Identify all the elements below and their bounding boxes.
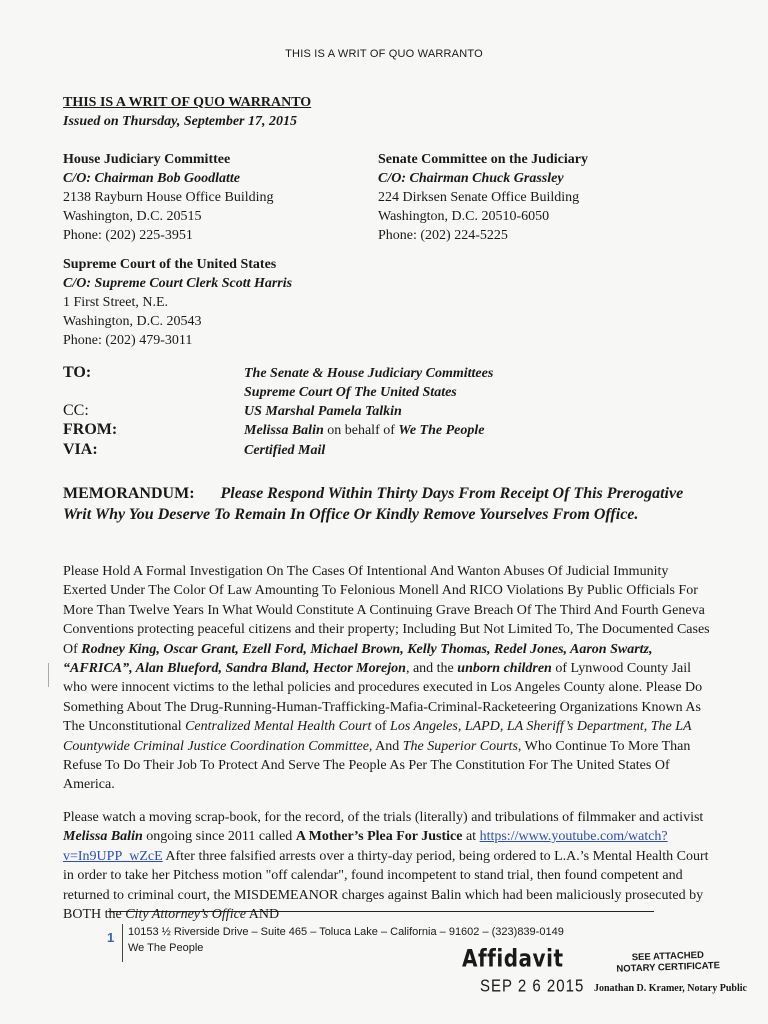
emphasized-text: Melissa Balin xyxy=(63,829,143,845)
supreme-court-name: Supreme Court of the United States xyxy=(63,257,277,272)
footer-org: We The People xyxy=(128,942,204,954)
from-name: Melissa Balin xyxy=(244,423,324,438)
from-label: FROM: xyxy=(63,421,118,438)
margin-mark xyxy=(48,663,49,687)
emphasized-text: unborn children xyxy=(457,661,552,677)
supreme-court-address xyxy=(63,255,292,350)
senate-committee-name: Senate Committee on the Judiciary xyxy=(378,152,588,167)
from-group: We The People xyxy=(398,423,485,438)
court-phone: Phone: (202) 479-3011 xyxy=(63,333,193,348)
house-committee-name: House Judiciary Committee xyxy=(63,152,231,167)
to-recipient-2: Supreme Court Of The United States xyxy=(244,385,457,400)
see-attached-text: SEE ATTACHED xyxy=(631,949,705,964)
footer-rule xyxy=(108,911,654,912)
body-text: Please Hold A Formal Investigation On The Cases Of Intentional And Wanton Abuses Of Judicial Immunity Exerted Under The Color Of Law Amounting To Felonious Monell And RICO Violations By Public Officials For More Than Twelve Years In What Would Constitute A Continuing Grave Breach Of The Third And Fourth Geneva Conventions protecting peaceful citizens and their property; Including But Not Limited To, The Documented Cases Of xyxy=(63,564,710,657)
cc-label: CC: xyxy=(63,402,89,419)
body-text: After three falsified arrests over a thirty-day period, being ordered to L.A.’s Mental Health Court in order to take her Pitchess motion "off calendar", found incompetent to stand trial, then found competent and returned to criminal court, the MISDEMEANOR charges against Balin which had been maliciously prosecuted by BOTH the xyxy=(63,848,709,923)
issue-date: Issued on Thursday, September 17, 2015 xyxy=(63,114,298,129)
to-recipient-1: The Senate & House Judiciary Committees xyxy=(244,366,494,381)
via-value: Certified Mail xyxy=(244,443,326,458)
affidavit-stamp: Affidavit xyxy=(462,943,564,973)
page-number: 1 xyxy=(107,930,115,945)
house-committee-chair: C/O: Chairman Bob Goodlatte xyxy=(63,171,240,186)
house-phone: Phone: (202) 225-3951 xyxy=(63,228,193,243)
senate-committee-chair: C/O: Chairman Chuck Grassley xyxy=(378,171,564,186)
body-text: AND xyxy=(246,907,280,923)
footer-address: 10153 ½ Riverside Drive – Suite 465 – Toluca Lake – California – 91602 – (323)839-0149 xyxy=(128,926,564,938)
house-address-line2: Washington, D.C. 20515 xyxy=(63,209,202,224)
senate-address-line1: 224 Dirksen Senate Office Building xyxy=(378,190,580,205)
via-label: VIA: xyxy=(63,441,98,458)
court-address-line2: Washington, D.C. 20543 xyxy=(63,314,202,329)
house-committee-address xyxy=(63,150,274,245)
house-address-line1: 2138 Rayburn House Office Building xyxy=(63,190,274,205)
body-text: , Who Continue To More Than Refuse To Do Their Job To Protect And Serve The People As Per The Constitution For The United States Of America. xyxy=(63,738,691,793)
video-link[interactable]: https://www.youtube.com/watch?v=In9UPP_wZcE xyxy=(63,829,668,864)
italic-text: The Superior Courts xyxy=(402,738,518,754)
running-header: THIS IS A WRIT OF QUO WARRANTO xyxy=(285,48,483,60)
body-text: at xyxy=(462,829,480,845)
bold-text: A Mother’s Plea For Justice xyxy=(295,829,463,845)
footer-divider xyxy=(122,924,123,962)
cc-recipient: US Marshal Pamela Talkin xyxy=(244,404,402,419)
from-value xyxy=(244,423,484,439)
notary-name: Jonathan D. Kramer, Notary Public xyxy=(594,983,747,994)
to-label: TO: xyxy=(63,364,92,381)
memorandum-label: MEMORANDUM: xyxy=(63,485,195,502)
body-text: ongoing since 2011 called xyxy=(142,829,296,845)
body-text: of Lynwood County Jail who were innocent victims to the lethal policies and procedures executed in Los Angeles County alone. Please Do Something About The Drug-Running-Human-Trafficking-Mafia-Criminal-Racketeering Organizations Known As The Unconstitutional xyxy=(63,661,703,735)
senate-committee-address xyxy=(378,150,588,245)
memorandum xyxy=(63,483,713,525)
court-address-line1: 1 First Street, N.E. xyxy=(63,295,168,310)
supreme-court-clerk: C/O: Supreme Court Clerk Scott Harris xyxy=(63,276,293,291)
italic-text: Centralized Mental Health Court xyxy=(185,719,372,735)
memorandum-text: Please Respond Within Thirty Days From Receipt Of This Prerogative Writ Why You Deserve To Remain In Office Or Kindly Remove Yourselves From Office. xyxy=(63,485,684,523)
body-text: , and the xyxy=(405,661,458,677)
body-paragraph-1 xyxy=(63,562,715,795)
from-connector: on behalf of xyxy=(323,423,399,438)
emphasized-text: Rodney King, Oscar Grant, Ezell Ford, Michael Brown, Kelly Thomas, Redel Jones, Aaron Swartz, “AFRICA”, Alan Blueford, Sandra Bland, Hector Morejon xyxy=(63,641,653,677)
senate-phone: Phone: (202) 224-5225 xyxy=(378,228,508,243)
senate-address-line2: Washington, D.C. 20510-6050 xyxy=(378,209,550,224)
italic-text: Los Angeles, LAPD, LA Sheriff’s Department, The LA Countywide Criminal Justice Coordination Committee, xyxy=(63,719,692,754)
body-text: Please watch a moving scrap-book, for the record, of the trials (literally) and tribulations of filmmaker and activist xyxy=(63,810,704,825)
date-stamp: SEP 2 6 2015 xyxy=(480,976,585,997)
italic-text: City Attorney’s Office xyxy=(125,907,247,923)
document-title: THIS IS A WRIT OF QUO WARRANTO xyxy=(63,95,312,110)
body-paragraph-2 xyxy=(63,808,715,924)
body-text: And xyxy=(372,738,403,754)
notary-certificate-text: NOTARY CERTIFICATE xyxy=(616,960,721,975)
notary-certificate-stamp xyxy=(608,949,729,975)
body-text: of xyxy=(371,719,391,735)
